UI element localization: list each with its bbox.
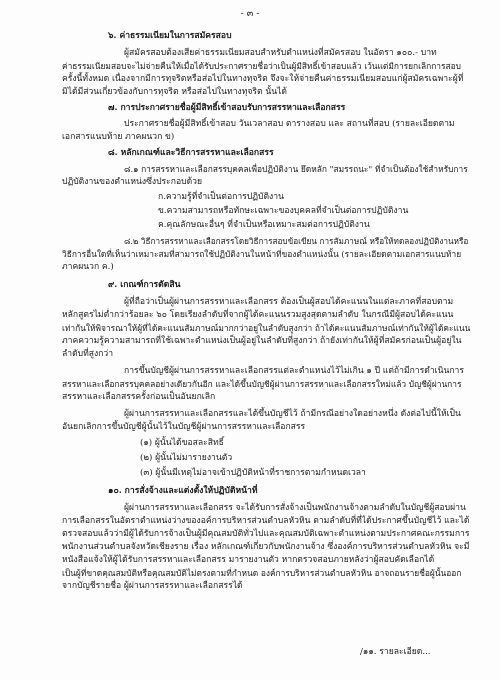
section-8-item: ค.คุณลักษณะอื่นๆ ที่จำเป็นหรือเหมาะสมต่อการปฏิบัติงาน	[158, 220, 370, 230]
section-8-item: ข.ความสามารถหรือทักษะเฉพาะของบุคคลที่จำเป็นต่อการปฏิบัติงาน	[158, 206, 409, 216]
section-8-line: ปฏิบัติงานของตำแหน่งซึ่งประกอบด้วย	[62, 177, 203, 187]
section-7-heading: ๗. การประกาศรายชื่อผู้มีสิทธิ์เข้าสอบรับการสรรหาและเลือกสรร	[108, 103, 346, 113]
section-9-line: ภาคความรู้ความสามารถที่ใช้เฉพาะตำแหน่งเป็นผู้อยู่ในลำดับที่สูงกว่า ถ้ายังเท่ากันให้ผู้ที่สมัครก่อนเป็นผู้อยู่ใน	[62, 336, 462, 346]
section-6-line: ค่าธรรมเนียมสอบจะไม่จ่ายคืนให้เมื่อได้รับประกาศรายชื่อว่าเป็นผู้มีสิทธิ์เข้าสอบแล้ว เว้นแต่มีการยกเลิกการสอบ	[62, 61, 461, 71]
next-page-reference: /๑๑. รายละเอียด...	[360, 647, 431, 657]
section-8-heading: ๘. หลักเกณฑ์และวิธีการสรรหาและเลือกสรร	[108, 148, 274, 158]
section-9-heading: ๙. เกณฑ์การตัดสิน	[108, 280, 181, 290]
section-8-line: ๘.๒ วิธีการสรรหาและเลือกสรรโดยวิธีการสอบข้อเขียน การสัมภาษณ์ หรือให้ทดลองปฏิบัติงานหรือ	[124, 236, 469, 246]
section-9-line: ผู้ที่ถือว่าเป็นผู้ผ่านการสรรหาและเลือกสรร ต้องเป็นผู้สอบได้คะแนนในแต่ละภาคที่สอบตาม	[124, 297, 454, 307]
section-9-line: ผู้ผ่านการสรรหาและเลือกสรรและได้ขึ้นบัญชีไว้ ถ้ามีกรณีอย่างใดอย่างหนึ่ง ดังต่อไปนี้ให้เป็น	[124, 409, 461, 419]
section-8-line: ภาคผนวก ค.)	[62, 262, 114, 272]
section-7-line: ประกาศรายชื่อผู้มีสิทธิ์เข้าสอบ วันเวลาสอบ ตารางสอบ และ สถานที่สอบ (รายละเอียดตาม	[124, 119, 455, 129]
section-10-heading: ๑๐. การสั่งจ้างและแต่งตั้งให้ปฏิบัติหน้าที่	[108, 486, 258, 496]
section-9-line: การขึ้นบัญชีผู้ผ่านการสรรหาและเลือกสรรแต่ละตำแหน่งไว้ไม่เกิน ๑ ปี แต่ถ้ามีการดำเนินการ	[124, 366, 464, 376]
section-10-line: หนังสือแจ้งให้ผู้ได้รับการสรรหาและเลือกสรร มารายงานตัว หากตรวจสอบภายหลังว่าผู้สอบคัดเลือกได้	[62, 555, 435, 565]
section-10-line: เป็นผู้ที่ขาดคุณสมบัติหรือคุณสมบัติไม่ตรงตามที่กำหนด องค์การบริหารส่วนตำบลหัวหิน อาจถอนรายชื่อผู้นั้นออก	[62, 568, 462, 578]
section-8-line: วิธีการอื่นใดที่เห็นว่าเหมาะสมที่สามารถใช้ปฏิบัติงานในหน้าที่ของตำแหน่งนั้น (รายละเอียดตามเอกสารแนบท้าย	[62, 249, 462, 259]
section-9-line: ลำดับที่สูงกว่า	[62, 349, 114, 359]
section-8-item: ก.ความรู้ที่จำเป็นต่อการปฏิบัติงาน	[158, 192, 284, 202]
section-10-line: พนักงานส่วนตำบลจังหวัดเชียงราย เรื่อง หลักเกณฑ์เกี่ยวกับพนักงานจ้าง ซึ่งองค์การบริหารส่วนตำบลหัวหิน จะมี	[62, 542, 470, 552]
section-10-line: ผู้ผ่านการสรรหาและเลือกสรร จะได้รับการสั่งจ้างเป็นพนักงานจ้างตามลำดับในบัญชีผู้สอบผ่าน	[124, 503, 466, 513]
section-9-line: เท่ากันให้พิจารณาให้ผู้ที่ได้คะแนนสัมภาษณ์มากกว่าอยู่ในลำดับสูงกว่า ถ้าได้คะแนนสัมภาษณ์เท่ากันให้ผู้ได้คะแนน	[62, 323, 471, 333]
section-10-line: จากบัญชีรายชื่อ ผู้ผ่านการสรรหาและเลือกสรรได้	[62, 581, 243, 591]
section-6-heading: ๖. ค่าธรรมเนียมในการสมัครสอบ	[108, 31, 232, 41]
section-9-line: อันยกเลิกการขึ้นบัญชีผู้นั้นไว้ในบัญชีผู้ผ่านการสรรหาและเลือกสรร	[62, 422, 306, 432]
section-9-line: สรรหาและเลือกสรรบุคคลอย่างเดียวกันอีก และได้ขึ้นบัญชีผู้ผ่านการสรรหาและเลือกสรรใหม่แล้ว บัญชีผู้ผ่านการ	[62, 379, 462, 389]
section-6-line: ครั้งนี้ทั้งหมด เนื่องจากมีการทุจริตหรือส่อไปในทางทุจริต จึงจะให้จ่ายคืนค่าธรรมเนียมสอบแก่ผู้สมัครเฉพาะผู้ที่	[62, 74, 464, 84]
page-number: - ๓ -	[240, 8, 260, 19]
section-9-line: สรรหาและเลือกสรรครั้งก่อนเป็นอันยกเลิก	[62, 392, 216, 402]
section-7-line: เอกสารแนบท้าย ภาคผนวก ข)	[62, 132, 175, 142]
section-9-item: (๒) ผู้นั้นไม่มารายงานตัว	[140, 453, 233, 463]
section-9-line: หลักสูตรไม่ต่ำกว่าร้อยละ ๖๐ โดยเรียงลำดับที่จากผู้ได้คะแนนรวมสูงสุดตามลำดับ ในกรณีมีผู้สอบได้คะแนน	[62, 310, 454, 320]
section-9-item: (๑) ผู้นั้นได้ขอสละสิทธิ์	[140, 438, 224, 448]
section-9-item: (๓) ผู้นั้นมีเหตุไม่อาจเข้าปฏิบัติหน้าที่ราชการตามกำหนดเวลา	[140, 468, 366, 478]
section-10-line: ตรวจสอบแล้วว่ามีผู้ได้รับการจ้างเป็นผู้มีคุณสมบัติทั่วไปและคุณสมบัติเฉพาะตำแหน่งตามประกาศคณะกรรมการ	[62, 529, 470, 539]
section-8-line: ๘.๑ การสรรหาและเลือกสรรบุคคลเพื่อปฏิบัติงาน ยึดหลัก "สมรรถนะ" ที่จำเป็นต้องใช้สำหรับการ	[124, 164, 468, 174]
section-6-line: มิได้มีส่วนเกี่ยวข้องกับการทุจริต หรือส่อไปในทางทุจริต นั้นได้	[62, 87, 288, 97]
section-6-line: ผู้สมัครสอบต้องเสียค่าธรรมเนียมสอบสำหรับตำแหน่งที่สมัครสอบ ในอัตรา ๑๐๐.- บาท	[124, 48, 437, 58]
section-10-line: การเลือกสรรในอัตราตำแหน่งว่างของอค์การบริหารส่วนตำบลหัวหิน ตามลำดับที่ที่ได้ประกาศขึ้นบัญชีไว้ และได้	[62, 516, 470, 526]
